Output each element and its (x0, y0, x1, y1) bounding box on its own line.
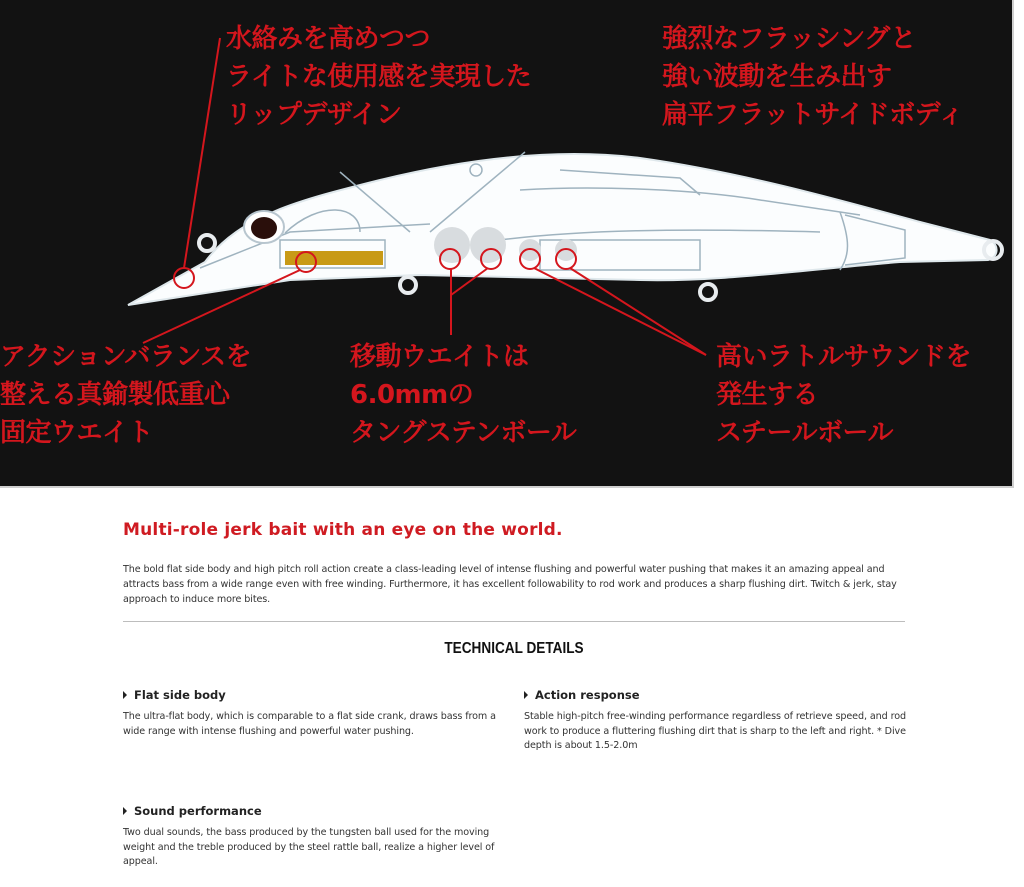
triangle-bullet-icon (524, 691, 528, 699)
callout-line: アクションバランスを (0, 342, 252, 372)
detail-heading (123, 804, 508, 818)
callout-line: 移動ウエイトは (350, 342, 529, 372)
detail-title: Flat side body (134, 688, 226, 702)
detail-action-response (524, 688, 909, 754)
detail-text: Two dual sounds, the bass produced by the tungsten ball used for the moving weight and the treble produced by the steel rattle ball, realize a higher level of appeal. (123, 827, 495, 867)
detail-heading (123, 688, 508, 702)
callout-line: ライトな使用感を実現した (226, 62, 532, 92)
detail-flat-side-body (123, 688, 508, 739)
callout-line: リップデザイン (226, 100, 402, 130)
callout-fixed-weight (0, 338, 251, 452)
callout-line: 発生する (716, 380, 819, 410)
callout-line: 扁平フラットサイドボディ (662, 100, 964, 130)
callout-flat-side-body (662, 20, 964, 134)
product-headline: Multi-role jerk bait with an eye on the world. (123, 520, 563, 540)
eye-icon (251, 217, 277, 239)
callout-tungsten-ball (350, 338, 576, 452)
callout-lip-design (226, 20, 531, 134)
product-intro: The bold flat side body and high pitch roll action create a class-leading level of intense flushing and powerful water pushing that makes it an amazing appeal and attracts bass from a wide range even with free winding. Furthermore, it has excellent followability to rod work and produces a sharp flushing dirt. Twitch & jerk, stay approach to induce more bites. (123, 564, 897, 605)
technical-details-title: TECHNICAL DETAILS (444, 640, 584, 657)
detail-sound-performance (123, 804, 508, 870)
callout-line: 水絡みを高めつつ (226, 24, 431, 54)
callout-line: 整える真鍮製低重心 (0, 380, 230, 410)
callout-line: スチールボール (716, 418, 893, 448)
callout-line: 固定ウエイト (0, 418, 154, 448)
detail-text: Stable high-pitch free-winding performance regardless of retrieve speed, and rod work to produce a fluttering flushing dirt that is sharp to the left and right. * Dive depth is about 1.5-2.0m (524, 711, 906, 751)
triangle-bullet-icon (123, 807, 127, 815)
callout-line: タングステンボール (350, 418, 577, 448)
detail-title: Action response (535, 688, 640, 702)
callout-steel-ball (716, 338, 971, 452)
callout-line: 高いラトルサウンドを (716, 342, 972, 372)
detail-heading (524, 688, 909, 702)
section-divider (123, 621, 905, 622)
callout-line: 強烈なフラッシングと (662, 24, 916, 54)
callout-line: 強い波動を生み出す (662, 62, 892, 92)
detail-text: The ultra-flat body, which is comparable to a flat side crank, draws bass from a wide range with intense flushing and powerful water pushing. (123, 711, 496, 737)
callout-line: 6.0mmの (350, 380, 474, 410)
detail-title: Sound performance (134, 804, 262, 818)
triangle-bullet-icon (123, 691, 127, 699)
product-description (123, 510, 906, 867)
